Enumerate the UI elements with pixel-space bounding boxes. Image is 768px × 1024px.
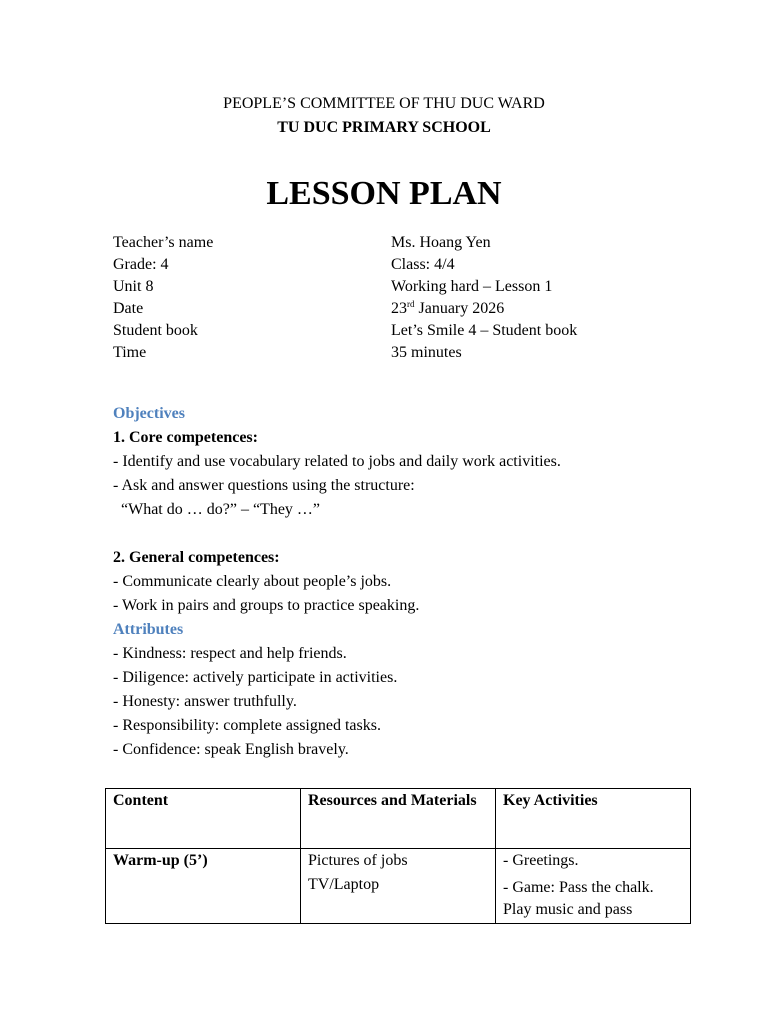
attributes-heading: Attributes — [113, 621, 184, 638]
lesson-info — [113, 232, 673, 364]
activity-item: - Game: Pass the chalk. — [503, 879, 654, 896]
spacer — [113, 522, 713, 546]
document-header — [0, 92, 768, 140]
attribute-item: - Kindness: respect and help friends. — [113, 645, 347, 662]
page-title: LESSON PLAN — [266, 175, 502, 212]
core-item: - Identify and use vocabulary related to jobs and daily work activities. — [113, 453, 561, 470]
info-label: Date — [113, 300, 144, 317]
date-suffix: rd — [407, 299, 415, 309]
info-value: 35 minutes — [391, 344, 462, 361]
lesson-body — [113, 402, 713, 762]
attribute-item: - Confidence: speak English bravely. — [113, 741, 349, 758]
core-item: “What do … do?” – “They …” — [113, 501, 321, 518]
info-row-unit — [113, 276, 673, 298]
core-item: - Ask and answer questions using the structure: — [113, 477, 415, 494]
date-day: 23 — [391, 300, 407, 317]
info-row-book — [113, 320, 673, 342]
core-competences-title: 1. Core competences: — [113, 429, 258, 446]
activity-item: Play music and pass — [503, 901, 633, 918]
lesson-table — [105, 788, 691, 924]
resource-item: TV/Laptop — [308, 876, 380, 893]
info-value: Ms. Hoang Yen — [391, 234, 491, 251]
date-rest: January 2026 — [414, 300, 505, 317]
committee-name: PEOPLE’S COMMITTEE OF THU DUC WARD — [223, 95, 545, 112]
table-header-cell: Key Activities — [496, 789, 691, 849]
info-value: Working hard – Lesson 1 — [391, 278, 553, 295]
table-row — [106, 849, 691, 924]
activity-item: - Greetings. — [503, 852, 579, 869]
resource-item: Pictures of jobs — [308, 852, 408, 869]
info-label: Grade: 4 — [113, 256, 169, 273]
attribute-item: - Honesty: answer truthfully. — [113, 693, 297, 710]
table-header-cell: Content — [106, 789, 301, 849]
table-header-row — [106, 789, 691, 849]
table-header-cell: Resources and Materials — [301, 789, 496, 849]
table-cell-activities — [496, 849, 691, 924]
info-row-grade — [113, 254, 673, 276]
info-value-date — [391, 298, 504, 320]
info-row-teacher — [113, 232, 673, 254]
info-row-date — [113, 298, 673, 320]
attribute-item: - Responsibility: complete assigned tasks. — [113, 717, 381, 734]
info-label: Student book — [113, 322, 198, 339]
attribute-item: - Diligence: actively participate in activities. — [113, 669, 398, 686]
info-label: Teacher’s name — [113, 234, 214, 251]
table-cell-content: Warm-up (5’) — [106, 849, 301, 924]
info-label: Unit 8 — [113, 278, 154, 295]
info-value: Class: 4/4 — [391, 256, 455, 273]
general-competences-title: 2. General competences: — [113, 549, 280, 566]
general-item: - Communicate clearly about people’s jobs. — [113, 573, 392, 590]
info-row-time — [113, 342, 673, 364]
general-item: - Work in pairs and groups to practice speaking. — [113, 597, 420, 614]
info-value: Let’s Smile 4 – Student book — [391, 322, 578, 339]
info-label: Time — [113, 344, 147, 361]
table-cell-resources — [301, 849, 496, 924]
school-name: TU DUC PRIMARY SCHOOL — [277, 119, 491, 136]
objectives-heading: Objectives — [113, 405, 185, 422]
